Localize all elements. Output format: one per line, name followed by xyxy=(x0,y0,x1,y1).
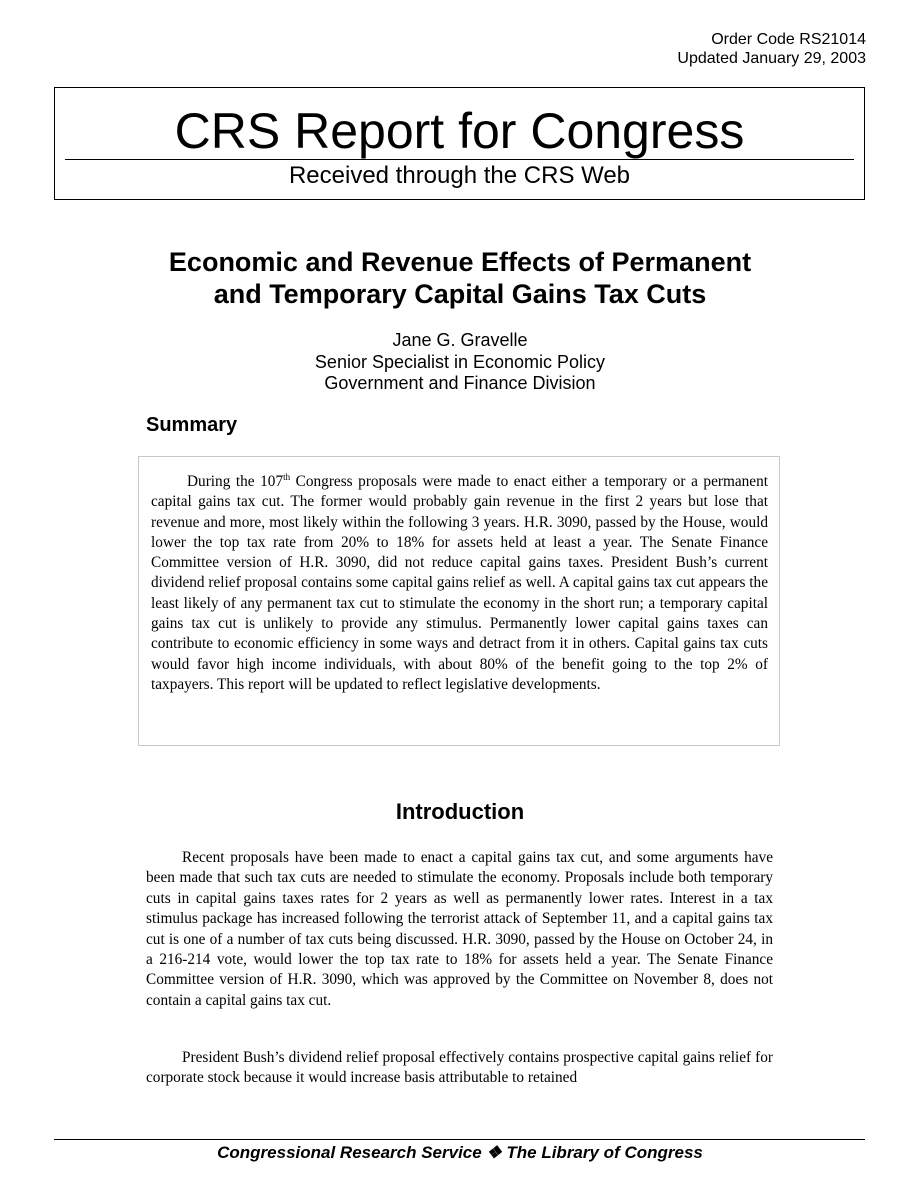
author-division: Government and Finance Division xyxy=(324,373,596,393)
paragraph-text: President Bush’s dividend relief proposal effectively contains prospective capital gains relief for corporate stock because it would increase basis attributable to retained xyxy=(146,1049,773,1087)
document-title xyxy=(120,246,800,310)
summary-paragraph xyxy=(151,472,768,695)
introduction-paragraph-2 xyxy=(146,1048,773,1089)
author-name: Jane G. Gravelle xyxy=(392,330,528,350)
footer-divider xyxy=(54,1139,865,1140)
introduction-paragraph-1 xyxy=(146,848,773,1011)
banner-divider xyxy=(65,159,854,160)
summary-text-rest: Congress proposals were made to enact either a temporary or a permanent capital gains tax cut. The former would probably gain revenue in the first 2 years but lose that revenue and more, most likely within the following 3 years. H.R. 3090, passed by the House, would lower the top tax rate from 20% to 18% for assets held at least a year. The Senate Finance Committee version of H.R. 3090, did not reduce capital gains taxes. President Bush’s current dividend relief proposal contains some capital gains relief as well. A capital gains tax cut appears the least likely of any permanent tax cut to stimulate the economy in the short run; a temporary capital gains tax cut is unlikely to provide any stimulus. Permanently lower capital gains taxes can contribute to economic efficiency in some ways and detract from it in others. Capital gains tax cuts would favor high income individuals, with about 80% of the benefit going to the top 2% of taxpayers. This report will be updated to reflect legislative developments. xyxy=(151,473,768,693)
order-code: Order Code RS21014 xyxy=(711,31,866,48)
summary-superscript: th xyxy=(283,471,291,482)
author-block xyxy=(200,330,720,395)
document-title-line1: Economic and Revenue Effects of Permanent xyxy=(168,247,752,277)
updated-date: Updated January 29, 2003 xyxy=(677,50,866,67)
order-code-block xyxy=(677,30,866,68)
banner-title: CRS Report for Congress xyxy=(174,103,745,159)
paragraph-text: Recent proposals have been made to enact a capital gains tax cut, and some arguments have been made that such tax cuts are needed to stimulate the economy. Proposals include both temporary cuts in capital gains taxes rates for 2 years as well as permanently lower rates. Interest in a tax stimulus package has increased following the terrorist attack of September 11, and a capital gains tax cut is one of a number of tax cuts being discussed. H.R. 3090, passed by the House on October 24, in a 216-214 vote, would lower the top tax rate to 18% for assets held a year. The Senate Finance Committee version of H.R. 3090, which was approved by the Committee on November 8, does not contain a capital gains tax cut. xyxy=(146,849,773,1009)
summary-box xyxy=(138,456,780,746)
author-title: Senior Specialist in Economic Policy xyxy=(314,351,606,372)
document-title-line2: and Temporary Capital Gains Tax Cuts xyxy=(213,279,707,309)
footer-text: Congressional Research Service ❖ The Library of Congress xyxy=(217,1143,703,1162)
summary-text-start: During the 107 xyxy=(187,473,284,490)
report-banner xyxy=(54,87,865,200)
summary-heading: Summary xyxy=(146,414,238,436)
banner-subtitle: Received through the CRS Web xyxy=(288,162,631,189)
introduction-heading: Introduction xyxy=(395,799,525,824)
